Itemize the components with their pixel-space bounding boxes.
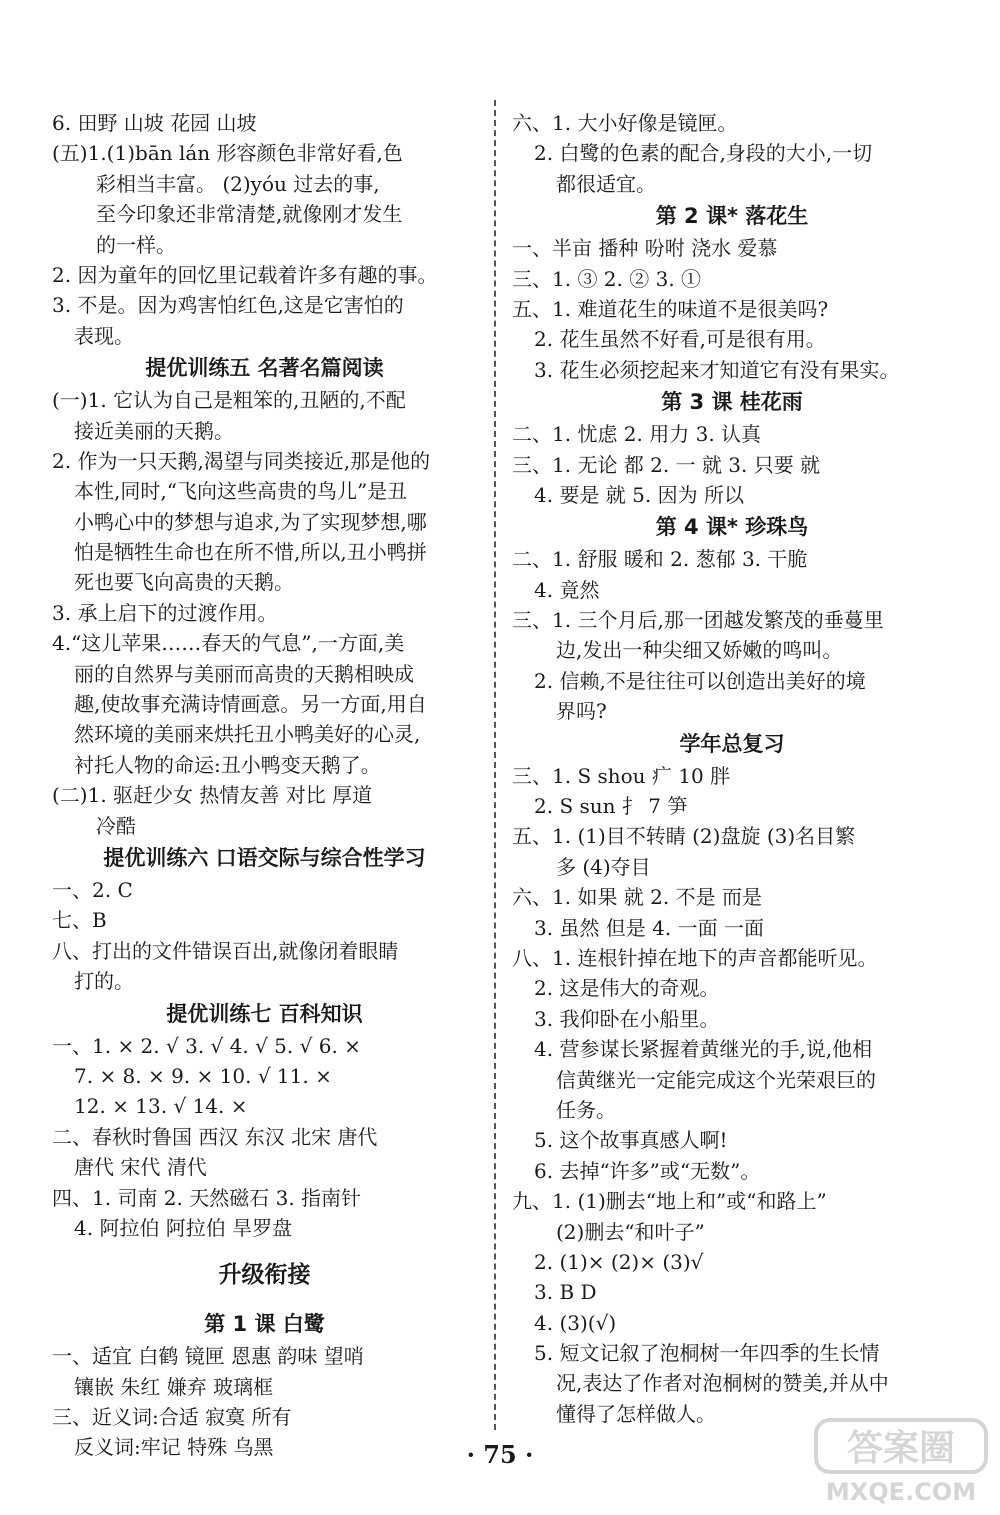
text-line: 2. 作为一只天鹅,渴望与同类接近,那是他的 — [52, 448, 431, 473]
text-line: 六、1. 如果 就 2. 不是 而是 — [512, 885, 762, 910]
text-line: 懂得了怎样做人。 — [556, 1401, 716, 1426]
section-heading: 提优训练七 百科知识 — [166, 1001, 363, 1026]
text-line: 2. 这是伟大的奇观。 — [534, 976, 720, 1001]
text-line: 八、1. 连根针掉在地下的声音都能听见。 — [512, 945, 878, 970]
text-line: 三、1. S shou 疒 10 胖 — [512, 763, 731, 788]
section-heading: 第 3 课 桂花雨 — [661, 390, 803, 415]
text-line: 界吗? — [556, 699, 607, 724]
text-line: 2. (1)× (2)× (3)√ — [534, 1249, 704, 1274]
text-line: 3. B D — [534, 1280, 597, 1305]
text-line: 4. 阿拉伯 阿拉伯 旱罗盘 — [74, 1215, 293, 1240]
text-line: 边,发出一种尖细又娇嫩的鸣叫。 — [556, 638, 843, 663]
spacer — [52, 1243, 477, 1255]
text-line: 任务。 — [556, 1097, 616, 1122]
text-line: 2. 信赖,不是往往可以创造出美好的境 — [534, 668, 866, 693]
text-line: 三、1. ③ 2. ② 3. ① — [512, 266, 702, 291]
spacer — [52, 1295, 477, 1307]
text-line: 2. 白鹭的色素的配合,身段的大小,一切 — [534, 141, 873, 166]
text-line: 2. 花生虽然不好看,可是很有用。 — [534, 327, 826, 352]
text-line: 五、1. 难道花生的味道不是很美吗? — [512, 296, 829, 321]
text-line: 怕是牺牲生命也在所不惜,所以,丑小鸭拼 — [74, 540, 427, 565]
text-line: 3. 不是。因为鸡害怕红色,这是它害怕的 — [52, 293, 404, 318]
text-line: 衬托人物的命运:丑小鸭变天鹅了。 — [74, 752, 381, 777]
text-line: 一、适宜 白鹤 镜匣 恩惠 韵味 望哨 — [52, 1344, 364, 1369]
section-heading: 提优训练五 名著名篇阅读 — [145, 356, 384, 381]
text-line: 二、1. 忧虑 2. 用力 3. 认真 — [512, 422, 762, 447]
text-line: 冷酷 — [96, 813, 136, 838]
text-line: (一)1. 它认为自己是粗笨的,丑陋的,不配 — [52, 388, 406, 413]
text-line: 八、打出的文件错误百出,就像闭着眼睛 — [52, 938, 399, 963]
text-line: 六、1. 大小好像是镜匣。 — [512, 111, 738, 135]
text-line: 一、半亩 播种 吩咐 浇水 爱慕 — [512, 236, 778, 261]
text-line: 都很适宜。 — [556, 171, 656, 196]
text-line: 镶嵌 朱红 嫌弃 玻璃框 — [74, 1374, 274, 1399]
text-line: 3. 我仰卧在小船里。 — [534, 1006, 720, 1031]
text-line: 三、1. 无论 都 2. 一 就 3. 只要 就 — [512, 452, 821, 477]
text-line: 多 (4)夺目 — [556, 854, 651, 879]
text-line: 况,表达了作者对泡桐树的赞美,并从中 — [556, 1371, 889, 1396]
text-line: 3. 花生必须挖起来才知道它有没有果实。 — [534, 357, 900, 382]
column-divider — [494, 100, 496, 1430]
text-line: 12. × 13. √ 14. × — [74, 1094, 248, 1119]
text-line: 表现。 — [74, 323, 134, 348]
text-line: 四、1. 司南 2. 天然磁石 3. 指南针 — [52, 1185, 362, 1210]
text-line: 4. 营参谋长紧握着黄继光的手,说,他相 — [534, 1037, 873, 1062]
text-line: 5. 这个故事真感人啊! — [534, 1128, 728, 1153]
text-line: 3. 虽然 但是 4. 一面 一面 — [534, 915, 764, 940]
text-line: 小鸭心中的梦想与追求,为了实现梦想,哪 — [74, 509, 427, 534]
text-line: 4.“这儿苹果……春天的气息”,一方面,美 — [52, 631, 405, 656]
watermark-top-text: 答案圈 — [846, 1428, 956, 1469]
text-line: 4. (3)(√) — [534, 1310, 617, 1335]
section-heading: 升级衔接 — [218, 1262, 311, 1289]
text-line: 二、1. 舒服 暖和 2. 葱郁 3. 干脆 — [512, 547, 808, 572]
watermark — [812, 1416, 992, 1506]
text-line: 信黄继光一定能完成这个光荣艰巨的 — [556, 1067, 876, 1092]
text-line: 至今印象还非常清楚,就像刚才发生 — [96, 202, 403, 227]
text-line: 死也要飞向高贵的天鹅。 — [74, 570, 294, 595]
right-column — [512, 108, 952, 1429]
text-line: (二)1. 驱赶少女 热情友善 对比 厚道 — [52, 783, 373, 808]
section-heading: 第 4 课* 珍珠鸟 — [655, 515, 809, 540]
text-line: 3. 承上启下的过渡作用。 — [52, 600, 278, 625]
text-line: (五)1.(1)bān lán 形容颜色非常好看,色 — [52, 141, 403, 166]
text-line: 七、B — [52, 908, 107, 933]
watermark-bottom-text: MXQE.COM — [825, 1478, 977, 1506]
section-heading: 第 1 课 白鹭 — [204, 1312, 325, 1337]
text-line: 6. 去掉“许多”或“无数”。 — [534, 1158, 761, 1183]
text-line: 彩相当丰富。 (2)yóu 过去的事, — [96, 171, 380, 196]
watermark-logo — [812, 1416, 992, 1506]
text-line: 趣,使故事充满诗情画意。另一方面,用自 — [74, 692, 427, 717]
text-line: 一、2. C — [52, 877, 133, 902]
text-line: 接近美丽的天鹅。 — [74, 418, 234, 443]
text-line: 唐代 宋代 清代 — [74, 1155, 207, 1180]
page-number: · 75 · — [466, 1440, 534, 1469]
text-line: (2)删去“和叶子” — [556, 1219, 705, 1244]
text-line: 的一样。 — [96, 232, 176, 257]
left-column — [52, 108, 477, 1463]
text-line: 二、春秋时鲁国 西汉 东汉 北宋 唐代 — [52, 1124, 378, 1149]
text-line: 打的。 — [74, 969, 134, 994]
text-line: 五、1. (1)目不转睛 (2)盘旋 (3)名目繁 — [512, 824, 856, 849]
text-line: 6. 田野 山坡 花园 山坡 — [52, 111, 257, 135]
section-heading: 学年总复习 — [679, 731, 785, 756]
text-line: 2. 因为童年的回忆里记载着许多有趣的事。 — [52, 262, 438, 287]
text-line: 一、1. × 2. √ 3. √ 4. √ 5. √ 6. × — [52, 1033, 361, 1058]
text-line: 4. 要是 就 5. 因为 所以 — [534, 482, 744, 507]
text-line: 5. 短文记叙了泡桐树一年四季的生长情 — [534, 1341, 880, 1366]
section-heading: 第 2 课* 落花生 — [655, 204, 809, 229]
text-line: 7. × 8. × 9. × 10. √ 11. × — [74, 1063, 332, 1088]
text-line: 反义词:牢记 特殊 乌黑 — [74, 1435, 274, 1460]
text-line: 九、1. (1)删去“地上和”或“和路上” — [512, 1189, 827, 1214]
section-heading: 提优训练六 口语交际与综合性学习 — [103, 845, 426, 870]
text-line: 三、1. 三个月后,那一团越发繁茂的垂蔓里 — [512, 608, 884, 633]
text-line: 然环境的美丽来烘托丑小鸭美好的心灵, — [74, 722, 421, 747]
text-line: 本性,同时,“飞向这些高贵的鸟儿”是丑 — [74, 479, 408, 504]
text-line: 丽的自然界与美丽而高贵的天鹅相映成 — [74, 661, 414, 686]
text-line: 2. S sun 扌 7 笋 — [534, 794, 688, 819]
text-line: 三、近义词:合适 寂寞 所有 — [52, 1405, 292, 1430]
text-line: 4. 竟然 — [534, 577, 600, 602]
